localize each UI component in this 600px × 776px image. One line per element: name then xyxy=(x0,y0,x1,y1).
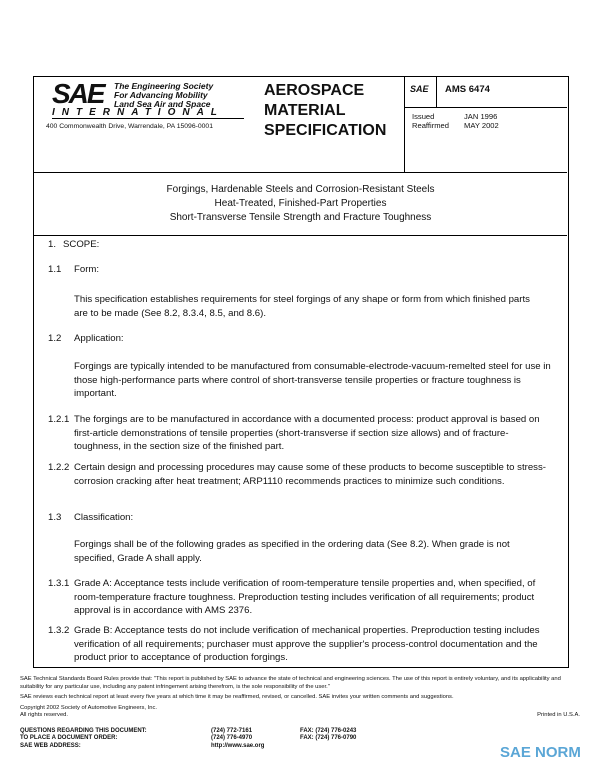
contact-labels xyxy=(20,728,147,750)
section-number: 1.2.1 xyxy=(48,414,70,425)
section-number: 1.1 xyxy=(48,264,62,275)
contact-phones xyxy=(211,728,264,750)
printed-in: Printed in U.S.A. xyxy=(537,712,580,718)
section-number: 1.3.1 xyxy=(48,578,70,589)
doc-type-line: SPECIFICATION xyxy=(264,122,387,139)
issued-date: JAN 1996 xyxy=(464,112,498,121)
paragraph: Grade A: Acceptance tests include verification of room-temperature tensile properties and, when specified, of room-temperature fracture toughness. Preproduction testing includes verification of all requirements; product approval is in accordance with AMS 2376. xyxy=(74,578,536,616)
contact-label: QUESTIONS REGARDING THIS DOCUMENT: xyxy=(20,728,147,734)
paragraph: The forgings are to be manufactured in accordance with a documented process: product approval is based on first-article demonstrations of tensile properties (short-transverse if section size allows) and of fracture-toughness, in the section size of the finished part. xyxy=(74,414,540,452)
address: 400 Commonwealth Drive, Warrendale, PA 15096-0001 xyxy=(46,123,213,130)
doc-number: AMS 6474 xyxy=(445,84,490,95)
review-notice: SAE reviews each technical report at least every five years at which time it may be reaffirmed, revised, or cancelled. SAE invites your written comments and suggestions. xyxy=(20,694,454,700)
section-heading: Application: xyxy=(74,333,124,344)
rules-notice: SAE Technical Standards Board Rules provide that: "This report is published by SAE to advance the state of technical and engineering sciences. The use of this report is entirely voluntary, and its applicability and suitability for any particular use, including any patent infringement arising therefrom, is the sole responsibility of the user." xyxy=(20,676,561,690)
section-number: 1.2 xyxy=(48,333,62,344)
footer xyxy=(20,676,580,720)
contact-faxes xyxy=(300,728,356,743)
sae-norm-watermark: SAE NORM xyxy=(500,744,581,761)
contact-phone: (724) 772-7161 xyxy=(211,728,253,734)
tagline-line: Land Sea Air and Space xyxy=(114,99,211,109)
contact-label: TO PLACE A DOCUMENT ORDER: xyxy=(20,735,118,742)
doc-info-box xyxy=(404,77,567,172)
dates xyxy=(405,108,567,130)
reaffirmed-label: Reaffirmed xyxy=(412,121,450,130)
section-number: 1.3 xyxy=(48,512,62,523)
international-label: INTERNATIONAL xyxy=(52,107,244,119)
paragraph: Grade B: Acceptance tests do not include verification of mechanical properties. Preproduction testing includes verification of all requirements; purchaser must approve the supplier's process-control documentation and the product prior to acceptance of production forgings. xyxy=(74,625,540,663)
contact-fax: FAX: (724) 776-0790 xyxy=(300,735,357,742)
reaffirmed-date: MAY 2002 xyxy=(464,121,499,130)
sae-logo-text: SAE xyxy=(52,78,104,109)
paragraph: Forgings are typically intended to be manufactured from consumable-electrode-vacuum-remelted steel for use in those high-performance parts where control of short-transverse tensile properties or fracture toughness is important. xyxy=(74,361,551,399)
doc-type-line: AEROSPACE xyxy=(264,82,365,99)
paragraph: Forgings shall be of the following grades as specified in the ordering data (See 8.2). When grade is not specified, Grade A shall apply. xyxy=(74,539,510,564)
section-number: 1.3.2 xyxy=(48,625,70,636)
copyright: Copyright 2002 Society of Automotive Engineers, Inc. xyxy=(20,704,157,711)
rights: All rights reserved. xyxy=(20,712,69,718)
issued-label: Issued xyxy=(412,112,435,121)
section-heading: Form: xyxy=(74,264,100,275)
paragraph: This specification establishes requirements for steel forgings of any shape or form from which finished parts are to be made (See 8.2, 8.3.4, 8.5, and 8.6). xyxy=(74,294,530,319)
section-heading: Classification: xyxy=(74,512,134,523)
contact-label: SAE WEB ADDRESS: xyxy=(20,742,81,749)
paragraph: Certain design and processing procedures may cause some of these products to become susceptible to stress-corrosion cracking after heat treatment; ARP1110 recommends practices to minimize such conditions. xyxy=(74,462,546,487)
small-sae-logo: SAE xyxy=(405,77,437,108)
contact-fax: FAX: (724) 776-0243 xyxy=(300,728,357,734)
web-address-link[interactable]: http://www.sae.org xyxy=(211,742,265,749)
title-line: Heat-Treated, Finished-Part Properties xyxy=(214,198,387,209)
contact-phone: (724) 776-4970 xyxy=(211,735,253,742)
title-line: Short-Transverse Tensile Strength and Fracture Toughness xyxy=(169,212,432,223)
tagline-line: The Engineering Society xyxy=(114,81,214,91)
document-title xyxy=(34,173,567,236)
section-heading: SCOPE: xyxy=(63,239,100,250)
section-number: 1. xyxy=(48,239,57,250)
doc-type xyxy=(264,81,386,141)
title-line: Forgings, Hardenable Steels and Corrosion-Resistant Steels xyxy=(166,184,435,195)
section-number: 1.2.2 xyxy=(48,462,70,473)
society-tagline xyxy=(114,82,213,109)
tagline-line: For Advancing Mobility xyxy=(114,90,208,100)
doc-type-line: MATERIAL xyxy=(264,102,346,119)
document-frame xyxy=(33,76,569,668)
header xyxy=(34,77,567,173)
